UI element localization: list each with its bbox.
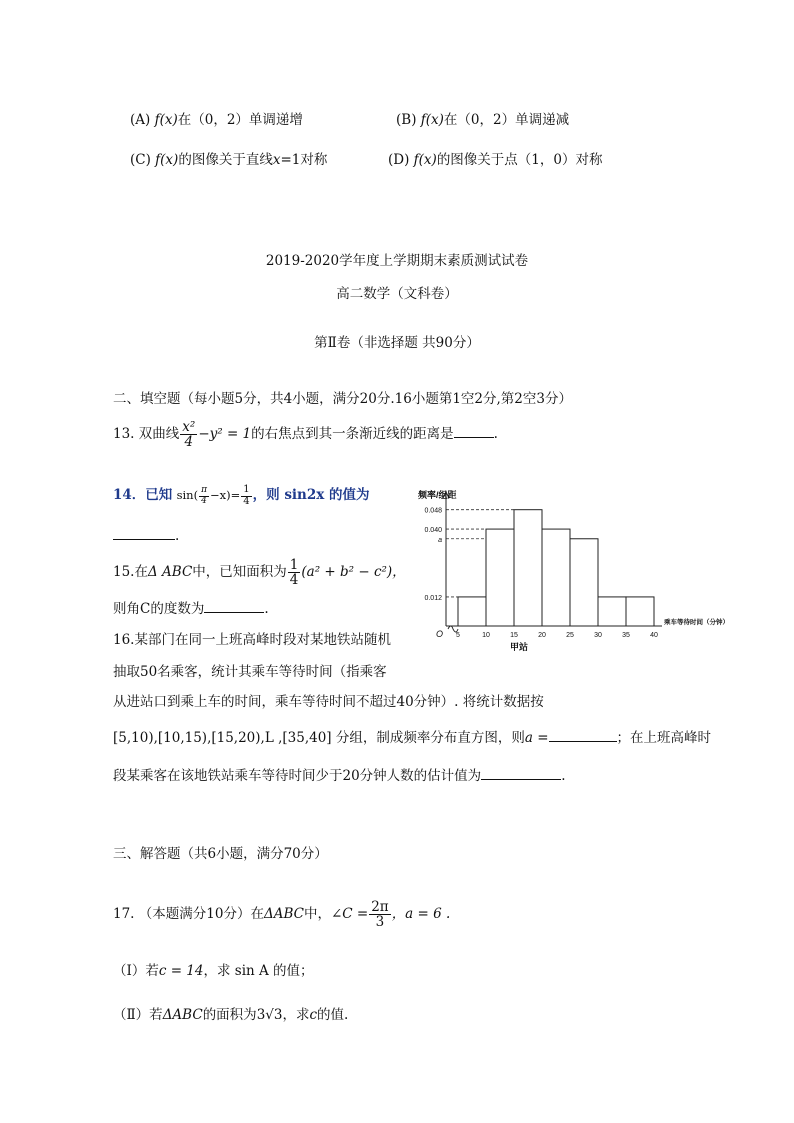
option-text: 的图像关于直线 (178, 152, 273, 168)
histogram-chart (410, 486, 729, 654)
question-text: 中， (303, 906, 331, 923)
y-tick-label: 0.048 (424, 507, 442, 515)
option-label: (C) (130, 152, 151, 168)
answer-blank-a[interactable] (549, 728, 617, 742)
section-3-heading: 三、解答题（共6小题，满分70分） (113, 846, 328, 862)
option-a (130, 108, 303, 128)
option-text: 在（0，2）单调递减 (443, 112, 570, 128)
question-14 (113, 484, 370, 507)
question-17-part2 (113, 1003, 348, 1023)
chart-title: 频率/组距 (418, 490, 457, 500)
question-16-line3: 从进站口到乘上车的时间，乘车等待时间不超过40分钟）. 将统计数据按 (113, 694, 544, 710)
fraction-numerator: 1 (289, 557, 299, 573)
fraction-denominator: 4 (184, 434, 194, 451)
variable-a: a = (524, 730, 549, 746)
answer-blank[interactable] (204, 599, 264, 613)
triangle-symbol: ΔABC (263, 906, 304, 923)
question-text: 的右焦点到其一条渐近线的距离是 (251, 426, 454, 443)
period: . (175, 528, 180, 544)
fraction (241, 485, 251, 507)
x-tick-label: 10 (482, 632, 490, 639)
histogram-bar (598, 597, 626, 626)
fraction (180, 420, 197, 449)
histogram-bar (626, 597, 654, 626)
x-tick-label: 20 (538, 632, 546, 639)
question-text: 段某乘客在该地铁站乘车等待时间少于20分钟人数的估计值为 (113, 768, 482, 784)
y-tick-label: 0.012 (424, 594, 442, 602)
histogram-bars (458, 510, 654, 626)
question-14-answer-line (113, 526, 179, 544)
sin-suffix: −x)= (210, 488, 241, 502)
histogram-labels (418, 489, 729, 652)
exam-title: 2019-2020学年度上学期期末素质测试试卷 (265, 253, 529, 269)
x-tick-label: 30 (594, 632, 602, 639)
variable-c: c (309, 1007, 318, 1023)
question-text: 则角C的度数为 (113, 601, 205, 617)
x-tick-label: 25 (566, 632, 574, 639)
histogram-bar (514, 510, 542, 626)
option-text: =1对称 (280, 152, 328, 168)
part-label: （Ⅰ）若 (113, 963, 159, 979)
expression: c = 14 (158, 963, 204, 979)
fraction-denominator: 4 (289, 572, 299, 589)
question-number: 14．已知 (113, 487, 173, 503)
origin-label: O (436, 629, 444, 639)
period: . (493, 426, 498, 443)
question-number: 15.在 (113, 564, 148, 581)
section-2-heading: 二、填空题（每小题5分，共4小题，满分20分.16小题第1空2分,第2空3分） (113, 391, 572, 407)
fraction-denominator: 4 (201, 495, 207, 506)
area-value: 3√3 (256, 1007, 283, 1023)
answer-blank[interactable] (454, 424, 494, 438)
period: . (264, 601, 269, 617)
question-text: 的值. (317, 1007, 349, 1023)
angle-expression: ∠C = (330, 906, 369, 923)
question-13 (113, 420, 498, 449)
fraction-numerator: x² (182, 419, 196, 435)
y-tick-label: a (438, 536, 442, 544)
exam-subtitle: 高二数学（文科卷） (336, 286, 458, 302)
histogram-bar (486, 529, 514, 626)
histogram-bar (570, 539, 598, 626)
option-text: 在（0，2）单调递增 (177, 112, 303, 128)
question-number: 13. (113, 426, 135, 443)
option-label: (D) (388, 152, 410, 168)
x-tick-label: 15 (510, 632, 518, 639)
histogram-bar (458, 597, 486, 626)
triangle-symbol: ΔABC (162, 1007, 203, 1023)
x-tick-label: 5 (456, 632, 460, 639)
fraction-numerator: 2π (371, 899, 389, 915)
answer-blank-count[interactable] (481, 766, 561, 780)
y-tick-label: 0.040 (424, 527, 442, 535)
x-tick-label: 40 (650, 632, 658, 639)
question-16-line1: 16.某部门在同一上班高峰时段对某地铁站随机 (113, 632, 391, 648)
fraction-numerator: 1 (243, 484, 250, 495)
option-label: (A) (130, 112, 151, 128)
x-axis-label: 乘车等待时间（分钟） (664, 619, 729, 626)
side-a-value: ，a = 6 . (391, 906, 451, 923)
option-text: 的图像关于点（1，0）对称 (436, 152, 603, 168)
fraction (199, 486, 209, 506)
question-text: ，求 (282, 1007, 310, 1023)
question-number: 17. (113, 906, 135, 923)
sin-expression (176, 484, 253, 507)
question-16-line2: 抽取50名乘客，统计其乘车等待时间（指乘客 (113, 664, 387, 680)
triangle-symbol: Δ ABC (147, 564, 193, 581)
question-text: 中，已知面积为 (192, 564, 287, 581)
option-label: (B) (396, 112, 417, 128)
function-symbol: f(x) (413, 152, 437, 168)
histogram-axes (443, 492, 662, 632)
expression: (a² + b² − c²)， (301, 564, 406, 581)
question-15 (113, 558, 406, 587)
question-15-line2 (113, 597, 269, 617)
question-text: [5,10),[10,15),[15,20),L ,[35,40] 分组，制成频率分布直方图，则 (113, 730, 525, 746)
period: . (561, 768, 566, 784)
fraction-numerator: π (201, 485, 207, 496)
variable-x: x (272, 152, 281, 168)
chart-caption: 甲站 (509, 642, 529, 652)
question-text: ，则 sin2x 的值为 (252, 487, 370, 503)
option-b (396, 108, 569, 128)
question-17 (113, 900, 450, 929)
fraction (288, 558, 301, 587)
fraction (369, 900, 390, 929)
sin-prefix: sin( (176, 488, 199, 502)
function-symbol: f(x) (155, 152, 179, 168)
answer-blank[interactable] (113, 526, 175, 540)
part-label: （Ⅱ）若 (113, 1007, 163, 1023)
question-text: 双曲线 (138, 426, 180, 443)
histogram-bar (542, 529, 570, 626)
question-16-line5 (113, 764, 565, 784)
option-d (388, 148, 603, 168)
option-c (130, 148, 327, 168)
question-text: ，求 sin A 的值； (203, 963, 314, 979)
x-tick-label: 35 (622, 632, 630, 639)
fraction-denominator: 4 (243, 495, 250, 507)
question-17-part1 (113, 959, 314, 979)
question-text: （本题满分10分）在 (138, 906, 264, 923)
function-symbol: f(x) (420, 112, 444, 128)
question-text: ；在上班高峰时 (616, 730, 712, 746)
function-symbol: f(x) (154, 112, 178, 128)
question-text: 的面积为 (202, 1007, 257, 1023)
equation: −y² = 1 (198, 426, 252, 443)
histogram-guides (446, 510, 514, 597)
fraction-denominator: 3 (375, 914, 385, 931)
volume-heading: 第Ⅱ卷（非选择题 共90分） (314, 335, 480, 351)
question-16-line4 (113, 726, 711, 746)
